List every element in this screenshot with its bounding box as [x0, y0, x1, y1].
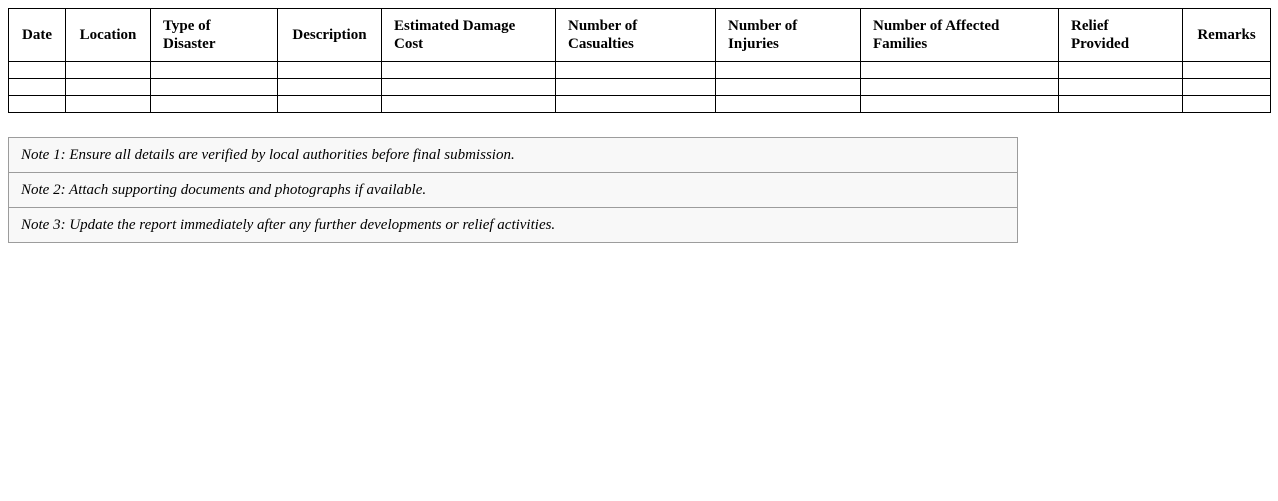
table-header-row: [9, 9, 1271, 62]
table-cell[interactable]: [1059, 62, 1183, 79]
table-row: [9, 62, 1271, 79]
note-3: Note 3: Update the report immediately after any further developments or relief activities.: [9, 207, 1017, 242]
table-cell[interactable]: [66, 79, 151, 96]
table-row: [9, 96, 1271, 113]
table-cell[interactable]: [861, 79, 1059, 96]
header-estimated-damage-cost: Estimated Damage Cost: [382, 9, 556, 62]
header-type-of-disaster: Type of Disaster: [151, 9, 278, 62]
table-cell[interactable]: [151, 96, 278, 113]
table-cell[interactable]: [1059, 96, 1183, 113]
table-cell[interactable]: [716, 79, 861, 96]
table-cell[interactable]: [1183, 62, 1271, 79]
table-cell[interactable]: [66, 62, 151, 79]
header-date: Date: [9, 9, 66, 62]
table-cell[interactable]: [556, 62, 716, 79]
table-cell[interactable]: [382, 96, 556, 113]
disaster-report-table: [8, 8, 1271, 113]
note-1: Note 1: Ensure all details are verified by local authorities before final submission.: [21, 147, 515, 163]
table-cell[interactable]: [716, 96, 861, 113]
table-cell[interactable]: [9, 96, 66, 113]
table-cell[interactable]: [66, 96, 151, 113]
table-cell[interactable]: [151, 62, 278, 79]
header-remarks: Remarks: [1183, 9, 1271, 62]
table-cell[interactable]: [1183, 79, 1271, 96]
table-cell[interactable]: [278, 79, 382, 96]
table-cell[interactable]: [382, 62, 556, 79]
table-cell[interactable]: [278, 96, 382, 113]
header-number-of-injuries: Number of Injuries: [716, 9, 861, 62]
table-cell[interactable]: [9, 62, 66, 79]
table-cell[interactable]: [382, 79, 556, 96]
table-cell[interactable]: [556, 79, 716, 96]
table-cell[interactable]: [861, 96, 1059, 113]
table-cell[interactable]: [716, 62, 861, 79]
table-cell[interactable]: [9, 79, 66, 96]
table-cell[interactable]: [861, 62, 1059, 79]
header-relief-provided: Relief Provided: [1059, 9, 1183, 62]
header-number-of-affected-families: Number of Affected Families: [861, 9, 1059, 62]
table-cell[interactable]: [278, 62, 382, 79]
table-cell[interactable]: [1059, 79, 1183, 96]
table-row: [9, 79, 1271, 96]
header-location: Location: [66, 9, 151, 62]
table-cell[interactable]: [1183, 96, 1271, 113]
header-description: Description: [278, 9, 382, 62]
header-number-of-casualties: Number of Casualties: [556, 9, 716, 62]
table-cell[interactable]: [151, 79, 278, 96]
note-2: Note 2: Attach supporting documents and photographs if available.: [9, 172, 1017, 207]
notes-box: [8, 137, 1018, 243]
table-cell[interactable]: [556, 96, 716, 113]
